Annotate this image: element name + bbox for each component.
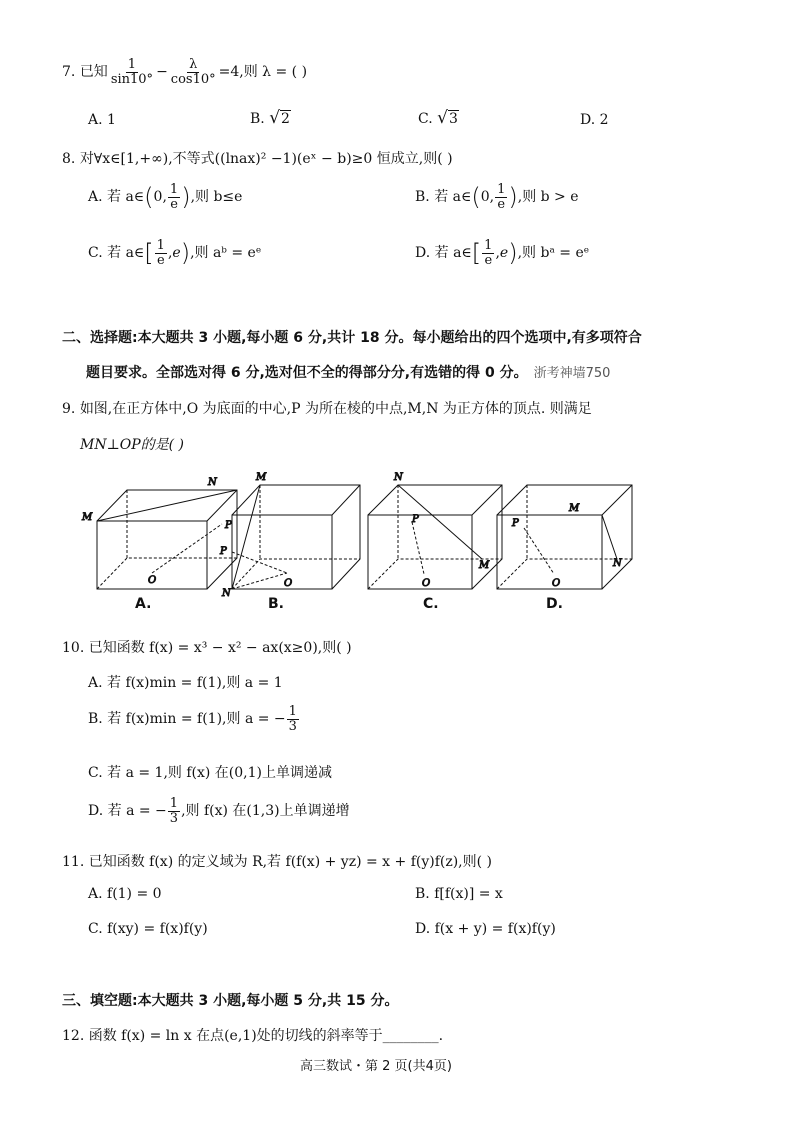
- q11-option-d: D. f(x + y) = f(x)f(y): [415, 921, 556, 937]
- q11-option-c: C. f(xy) = f(x)f(y): [88, 921, 208, 937]
- section-2-heading-line2: 题目要求。全部选对得 6 分,选对但不全的得部分分,有选错的得 0 分。 浙考神墙750: [86, 365, 611, 381]
- q8-stem: 8. 对∀x∈[1,+∞),不等式((lnax)² −1)(eˣ − b)≥0 恒成立,则( ): [62, 151, 453, 167]
- q8-option-b: B. 若 a∈(0, $\frac{1}{e}$ ),则 b > e: [415, 182, 579, 212]
- svg-text:O: O: [552, 578, 561, 589]
- q10-option-a: A. 若 f(x)min = f(1),则 a = 1: [88, 675, 283, 691]
- section-3-heading: 三、填空题:本大题共 3 小题,每小题 5 分,共 15 分。: [62, 993, 399, 1009]
- q9-figures: [72, 468, 732, 613]
- svg-text:P: P: [220, 546, 227, 557]
- section-2-heading: 二、选择题:本大题共 3 小题,每小题 6 分,共计 18 分。每小题给出的四个选项中,有多项符合: [62, 330, 642, 346]
- q7-stem: 7. 已知 $\frac{1}{\sin 10^\circ}$ − $\frac{\lambda}{\cos 10^\circ}$ =4,则 λ = ( ): [62, 57, 308, 87]
- svg-text:O: O: [422, 578, 431, 589]
- svg-text:P: P: [412, 514, 419, 525]
- q7-fraction-1: $\frac{1}{\sin 10^\circ}$: [110, 57, 154, 87]
- q9-label-b: B.: [268, 596, 284, 612]
- svg-text:N: N: [394, 472, 403, 483]
- svg-text:M: M: [256, 472, 267, 483]
- q8-option-a: A. 若 a∈(0, $\frac{1}{e}$ ),则 b≤e: [88, 182, 243, 212]
- svg-text:O: O: [148, 575, 157, 586]
- q9-stem: 9. 如图,在正方体中,O 为底面的中心,P 为所在棱的中点,M,N 为正方体的顶点. 则满足: [62, 401, 592, 417]
- q9-label-c: C.: [423, 596, 439, 612]
- q7-number: 7.: [62, 64, 76, 81]
- q11-stem: 11. 已知函数 f(x) 的定义域为 R,若 f(f(x) + yz) = x + f(y)f(z),则( ): [62, 854, 493, 870]
- cube-a: [81, 477, 237, 589]
- q7-option-a: A. 1: [88, 112, 116, 128]
- q9-stem-line2: MN⊥OP的是( ): [80, 437, 185, 453]
- q9-label-d: D.: [546, 596, 563, 612]
- svg-text:O: O: [284, 578, 293, 589]
- svg-text:N: N: [208, 477, 217, 488]
- cube-d: [497, 485, 632, 589]
- q8-option-d: D. 若 a∈[ $\frac{1}{e}$ ,e),则 bᵃ = eᵉ: [415, 238, 590, 268]
- q10-stem: 10. 已知函数 f(x) = x³ − x² − ax(x≥0),则( ): [62, 640, 352, 656]
- q11-option-a: A. f(1) = 0: [88, 886, 162, 902]
- svg-text:P: P: [225, 520, 232, 531]
- q10-option-d: D. 若 a = − $\frac{1}{3}$ ,则 f(x) 在(1,3)上单调递增: [88, 796, 350, 826]
- svg-text:P: P: [512, 518, 519, 529]
- cube-b: [219, 472, 360, 599]
- q10-option-b: B. 若 f(x)min = f(1),则 a = − $\frac{1}{3}$: [88, 704, 297, 734]
- svg-text:M: M: [479, 560, 490, 571]
- cube-c: [368, 472, 502, 589]
- q7-fraction-2: $\frac{\lambda}{\cos 10^\circ}$: [170, 57, 216, 87]
- svg-text:M: M: [569, 503, 580, 514]
- q7-option-b: B. √2: [250, 108, 290, 128]
- q11-option-b: B. f[f(x)] = x: [415, 886, 503, 902]
- q7-option-c: C. √3: [418, 108, 458, 128]
- svg-text:N: N: [613, 558, 622, 569]
- page-footer: 高三数试・第 2 页(共4页): [300, 1059, 452, 1074]
- q8-option-c: C. 若 a∈[ $\frac{1}{e}$ ,e),则 aᵇ = eᵉ: [88, 238, 262, 268]
- svg-text:N: N: [222, 588, 231, 599]
- svg-text:M: M: [82, 512, 93, 523]
- q7-option-d: D. 2: [580, 112, 609, 128]
- watermark: 浙考神墙750: [533, 366, 611, 381]
- q12-stem: 12. 函数 f(x) = ln x 在点(e,1)处的切线的斜率等于________.: [62, 1028, 444, 1044]
- q10-option-c: C. 若 a = 1,则 f(x) 在(0,1)上单调递减: [88, 765, 332, 781]
- q9-label-a: A.: [135, 596, 152, 612]
